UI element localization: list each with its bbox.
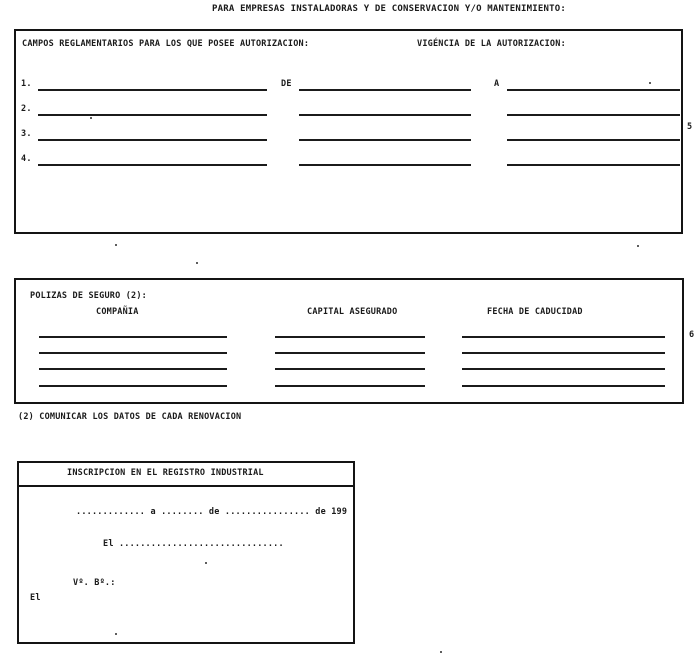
blank-field-line	[462, 368, 665, 370]
blank-field-line	[507, 139, 680, 141]
blank-field-line	[275, 368, 425, 370]
scan-speck	[115, 244, 117, 246]
blank-field-line	[299, 89, 471, 91]
a-label: A	[494, 79, 500, 89]
column-header-capital: CAPITAL ASEGURADO	[307, 307, 398, 317]
blank-field-line	[275, 385, 425, 387]
page-title: PARA EMPRESAS INSTALADORAS Y DE CONSERVACION Y/O MANTENIMIENTO:	[212, 4, 566, 14]
el-signature-label: El	[30, 593, 41, 603]
blank-field-line	[299, 164, 471, 166]
blank-field-line	[38, 89, 267, 91]
de-label: DE	[281, 79, 292, 89]
scan-speck	[115, 633, 117, 635]
blank-field-line	[462, 352, 665, 354]
scan-speck	[205, 562, 207, 564]
blank-field-line	[275, 352, 425, 354]
margin-section-number-6: 6	[689, 330, 695, 340]
blank-field-line	[39, 368, 227, 370]
blank-field-line	[462, 385, 665, 387]
blank-field-line	[38, 139, 267, 141]
blank-field-line	[39, 336, 227, 338]
registry-header-divider	[19, 485, 353, 487]
insurance-title: POLIZAS DE SEGURO (2):	[30, 291, 147, 301]
blank-field-line	[299, 139, 471, 141]
authorization-section-box	[14, 29, 683, 234]
blank-field-line	[38, 114, 267, 116]
column-header-expiry: FECHA DE CADUCIDAD	[487, 307, 583, 317]
renewal-footnote: (2) COMUNICAR LOS DATOS DE CADA RENOVACION	[18, 412, 242, 422]
row-number-label: 3.	[21, 129, 32, 139]
blank-field-line	[507, 164, 680, 166]
insurance-section-box	[14, 278, 684, 404]
row-number-label: 4.	[21, 154, 32, 164]
row-number-label: 1.	[21, 79, 32, 89]
blank-field-line	[299, 114, 471, 116]
registry-signer-line: El ...............................	[103, 539, 284, 549]
blank-field-line	[507, 114, 680, 116]
blank-field-line	[275, 336, 425, 338]
blank-field-line	[507, 89, 680, 91]
registry-date-line: ............. a ........ de ................ de 199	[76, 507, 348, 517]
scan-speck	[90, 117, 92, 119]
scan-speck	[637, 245, 639, 247]
registry-section-box	[17, 461, 355, 644]
blank-field-line	[38, 164, 267, 166]
authorization-fields-header: CAMPOS REGLAMENTARIOS PARA LOS QUE POSEE AUTORIZACION:	[22, 39, 310, 49]
blank-field-line	[39, 352, 227, 354]
vb-approval-label: Vº. Bº.:	[73, 578, 116, 588]
scan-speck	[649, 82, 651, 84]
authorization-validity-header: VIGÉNCIA DE LA AUTORIZACION:	[417, 39, 566, 49]
scan-speck	[196, 262, 198, 264]
blank-field-line	[39, 385, 227, 387]
scan-speck	[440, 651, 442, 653]
blank-field-line	[462, 336, 665, 338]
column-header-company: COMPAÑIA	[96, 307, 139, 317]
row-number-label: 2.	[21, 104, 32, 114]
registry-title: INSCRIPCION EN EL REGISTRO INDUSTRIAL	[67, 468, 264, 478]
margin-section-number-5: 5	[687, 122, 693, 132]
